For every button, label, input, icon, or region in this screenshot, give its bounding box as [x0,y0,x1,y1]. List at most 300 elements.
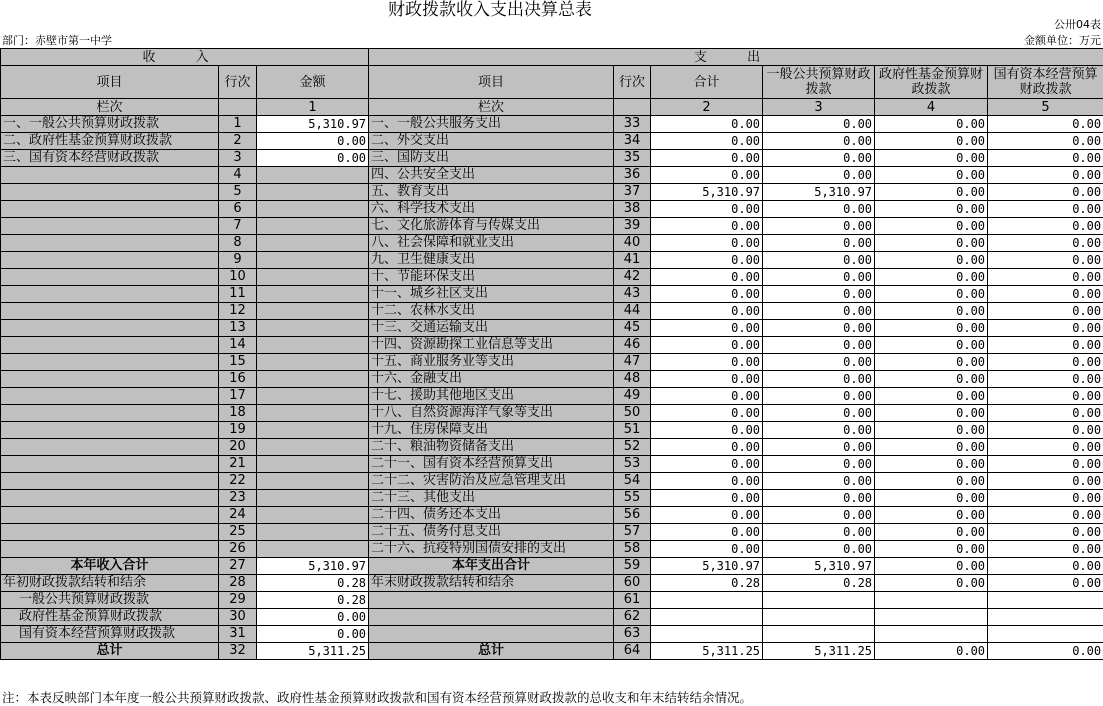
expense-total-line: 59 [614,558,651,575]
expense-item-cell: 十八、自然资源海洋气象等支出 [369,405,614,422]
expense-item-cell: 十四、资源勘探工业信息等支出 [369,337,614,354]
gov-fund-cell: 0.00 [875,507,988,524]
column-index-label: 栏次 [1,99,219,116]
gov-fund-cell: 0.00 [875,133,988,150]
table-row [1,235,1103,252]
general-budget-cell: 0.00 [763,269,875,286]
expense-line-cell: 58 [614,541,651,558]
income-item-cell [1,286,219,303]
expense-line-cell: 33 [614,116,651,133]
expense-item-cell: 二十五、债务付息支出 [369,524,614,541]
income-item-cell [1,490,219,507]
income-amount-cell [257,201,369,218]
expense-total-cell: 0.00 [651,490,763,507]
gov-fund-cell: 0.00 [875,371,988,388]
expense-line-cell: 49 [614,388,651,405]
income-amount-cell [257,337,369,354]
footnote: 注：本表反映部门本年度一般公共预算财政拨款、政府性基金预算财政拨款和国有资本经营预算财政拨款的总收支和年末结转结余情况。 [2,690,753,705]
income-amount-cell [257,286,369,303]
expense-line-cell: 50 [614,405,651,422]
summary-row [1,592,1103,609]
income-line-cell: 24 [219,507,257,524]
general-budget-cell: 0.00 [763,167,875,184]
sub2-out-line: 62 [614,609,651,626]
expense-total-cell: 0.00 [651,354,763,371]
sub2-out-item [369,609,614,626]
expense-item-cell: 十、节能环保支出 [369,269,614,286]
table-row [1,354,1103,371]
table-row [1,371,1103,388]
expense-item-cell: 八、社会保障和就业支出 [369,235,614,252]
state-capital-cell: 0.00 [988,150,1103,167]
income-item-cell [1,303,219,320]
carry-begin-label: 年初财政拨款结转和结余 [1,575,219,592]
expense-total-cell: 0.00 [651,337,763,354]
expense-item-cell: 二十四、债务还本支出 [369,507,614,524]
gov-fund-cell: 0.00 [875,405,988,422]
expense-total-c3: 5,310.97 [763,558,875,575]
carry-end-label: 年末财政拨款结转和结余 [369,575,614,592]
sub1-line: 29 [219,592,257,609]
income-item-cell: 一、一般公共预算财政拨款 [1,116,219,133]
general-budget-cell: 0.00 [763,490,875,507]
expense-line-cell: 45 [614,320,651,337]
grand-total-line-in: 32 [219,643,257,660]
general-budget-cell: 0.00 [763,524,875,541]
expense-line-cell: 43 [614,286,651,303]
expense-total-cell: 0.00 [651,286,763,303]
state-capital-cell: 0.00 [988,507,1103,524]
general-budget-cell: 0.00 [763,371,875,388]
income-amount-cell [257,524,369,541]
general-budget-cell: 0.00 [763,116,875,133]
table-row [1,388,1103,405]
column-index-empty [219,99,257,116]
grand-total-label-in: 总计 [1,643,219,660]
table-row [1,337,1103,354]
income-line-cell: 1 [219,116,257,133]
gov-fund-cell: 0.00 [875,354,988,371]
general-budget-cell: 0.00 [763,218,875,235]
income-item-cell [1,439,219,456]
expense-line-cell: 42 [614,269,651,286]
expense-total-c4: 0.00 [875,558,988,575]
column-index-3: 3 [763,99,875,116]
general-budget-cell: 0.00 [763,133,875,150]
income-item-cell [1,235,219,252]
general-budget-cell: 0.00 [763,456,875,473]
expense-total-cell: 0.00 [651,507,763,524]
state-capital-cell: 0.00 [988,456,1103,473]
expense-line-cell: 55 [614,490,651,507]
column-index-empty [614,99,651,116]
income-total-line: 27 [219,558,257,575]
sub1-out-c4 [875,592,988,609]
income-amount-cell [257,252,369,269]
table-row [1,456,1103,473]
table-row [1,405,1103,422]
general-budget-cell: 0.00 [763,354,875,371]
income-item-cell [1,184,219,201]
gov-fund-cell: 0.00 [875,473,988,490]
income-line-cell: 20 [219,439,257,456]
carry-end-c3: 0.28 [763,575,875,592]
general-budget-cell: 5,310.97 [763,184,875,201]
expense-total-cell: 0.00 [651,201,763,218]
form-code: 公卅04表 [1054,18,1101,31]
income-section-header: 收 入 [1,49,369,66]
expense-total-cell: 0.00 [651,218,763,235]
sub1-out-c5 [988,592,1103,609]
state-capital-cell: 0.00 [988,473,1103,490]
income-amount-cell [257,507,369,524]
income-item-cell [1,473,219,490]
expense-total-cell: 0.00 [651,320,763,337]
table-row [1,524,1103,541]
column-index-2: 2 [651,99,763,116]
income-line-cell: 23 [219,490,257,507]
income-amount-cell: 0.00 [257,133,369,150]
expense-total-cell: 0.00 [651,456,763,473]
expense-line-cell: 35 [614,150,651,167]
income-item-cell [1,507,219,524]
grand-total-c4: 0.00 [875,643,988,660]
gov-fund-cell: 0.00 [875,252,988,269]
state-capital-cell: 0.00 [988,439,1103,456]
table-row [1,439,1103,456]
table-row [1,286,1103,303]
expense-item-cell: 十二、农林水支出 [369,303,614,320]
gov-fund-cell: 0.00 [875,541,988,558]
sub1-label: 一般公共预算财政拨款 [1,592,219,609]
income-amount-cell [257,405,369,422]
expense-total-header: 合计 [651,66,763,99]
expense-item-cell: 十七、援助其他地区支出 [369,388,614,405]
state-capital-cell: 0.00 [988,337,1103,354]
state-capital-cell: 0.00 [988,235,1103,252]
sub1-out-line: 61 [614,592,651,609]
grand-total-label-out: 总计 [369,643,614,660]
income-item-cell [1,456,219,473]
income-amount-cell [257,422,369,439]
income-amount-cell [257,473,369,490]
state-capital-cell: 0.00 [988,490,1103,507]
income-item-cell [1,252,219,269]
state-capital-cell: 0.00 [988,218,1103,235]
sub2-out-c4 [875,609,988,626]
expense-total-cell: 0.00 [651,388,763,405]
income-item-cell [1,541,219,558]
state-capital-cell: 0.00 [988,201,1103,218]
sub1-out-c3 [763,592,875,609]
expense-item-cell: 五、教育支出 [369,184,614,201]
expense-line-cell: 53 [614,456,651,473]
expense-total-cell: 0.00 [651,422,763,439]
table-row [1,320,1103,337]
table-row [1,490,1103,507]
income-item-cell [1,337,219,354]
state-capital-cell: 0.00 [988,252,1103,269]
general-budget-cell: 0.00 [763,422,875,439]
sub3-amount: 0.00 [257,626,369,643]
expense-line-cell: 41 [614,252,651,269]
carry-end-c2: 0.28 [651,575,763,592]
income-line-cell: 16 [219,371,257,388]
gov-fund-cell: 0.00 [875,490,988,507]
income-line-cell: 17 [219,388,257,405]
general-budget-cell: 0.00 [763,473,875,490]
expense-total-cell: 0.00 [651,473,763,490]
sub2-out-c5 [988,609,1103,626]
carry-end-c5: 0.00 [988,575,1103,592]
sub2-out-c3 [763,609,875,626]
state-capital-cell: 0.00 [988,116,1103,133]
grand-total-c3: 5,311.25 [763,643,875,660]
expense-item-cell: 十五、商业服务业等支出 [369,354,614,371]
gov-fund-cell: 0.00 [875,167,988,184]
income-line-cell: 21 [219,456,257,473]
gov-fund-cell: 0.00 [875,184,988,201]
general-budget-cell: 0.00 [763,439,875,456]
income-amount-cell [257,456,369,473]
expense-line-cell: 51 [614,422,651,439]
table-row [1,252,1103,269]
income-item-cell [1,405,219,422]
sub3-out-line: 63 [614,626,651,643]
sub3-out-c2 [651,626,763,643]
table-row [1,150,1103,167]
expense-item-header: 项目 [369,66,614,99]
table-row [1,422,1103,439]
expense-total-c5: 0.00 [988,558,1103,575]
sub3-out-c3 [763,626,875,643]
expense-item-cell: 四、公共安全支出 [369,167,614,184]
expense-item-cell: 二、外交支出 [369,133,614,150]
sub1-out-c2 [651,592,763,609]
income-amount-cell [257,320,369,337]
expense-line-cell: 48 [614,371,651,388]
income-total-label: 本年收入合计 [1,558,219,575]
expense-line-cell: 47 [614,354,651,371]
general-budget-cell: 0.00 [763,201,875,218]
expense-item-cell: 二十一、国有资本经营预算支出 [369,456,614,473]
income-line-cell: 3 [219,150,257,167]
income-amount-cell: 0.00 [257,150,369,167]
expense-line-cell: 36 [614,167,651,184]
column-index-4: 4 [875,99,988,116]
state-capital-cell: 0.00 [988,184,1103,201]
expense-line-cell: 54 [614,473,651,490]
expense-item-cell: 二十、粮油物资储备支出 [369,439,614,456]
income-amount-cell [257,541,369,558]
income-line-header: 行次 [219,66,257,99]
expense-line-cell: 57 [614,524,651,541]
expense-line-cell: 34 [614,133,651,150]
state-capital-cell: 0.00 [988,286,1103,303]
budget-summary-table [0,48,1103,660]
expense-total-cell: 0.00 [651,269,763,286]
gov-fund-cell: 0.00 [875,201,988,218]
sub3-out-c4 [875,626,988,643]
income-amount-cell [257,371,369,388]
expense-total-label: 本年支出合计 [369,558,614,575]
carry-end-line: 60 [614,575,651,592]
expense-total-cell: 0.00 [651,405,763,422]
expense-total-cell: 0.00 [651,439,763,456]
grand-total-line-out: 64 [614,643,651,660]
table-row [1,184,1103,201]
income-item-cell [1,354,219,371]
general-budget-cell: 0.00 [763,303,875,320]
grand-total-c2: 5,311.25 [651,643,763,660]
expense-line-cell: 38 [614,201,651,218]
income-item-cell [1,388,219,405]
carry-begin-amount: 0.28 [257,575,369,592]
gov-fund-cell: 0.00 [875,150,988,167]
gov-fund-cell: 0.00 [875,303,988,320]
sub2-label: 政府性基金预算财政拨款 [1,609,219,626]
grand-total-c5: 0.00 [988,643,1103,660]
gov-fund-cell: 0.00 [875,337,988,354]
sub3-out-item [369,626,614,643]
state-capital-cell: 0.00 [988,133,1103,150]
expense-line-cell: 56 [614,507,651,524]
table-row [1,303,1103,320]
expense-total-cell: 0.00 [651,116,763,133]
income-amount-cell [257,490,369,507]
income-amount-cell [257,439,369,456]
expense-item-cell: 七、文化旅游体育与传媒支出 [369,218,614,235]
expense-section-header: 支 出 [369,49,1103,66]
gov-fund-cell: 0.00 [875,218,988,235]
income-item-cell [1,218,219,235]
income-line-cell: 19 [219,422,257,439]
sub2-out-c2 [651,609,763,626]
expense-item-cell: 三、国防支出 [369,150,614,167]
income-line-cell: 13 [219,320,257,337]
income-amount-cell [257,269,369,286]
expense-item-cell: 十六、金融支出 [369,371,614,388]
expense-total-cell: 0.00 [651,150,763,167]
income-line-cell: 10 [219,269,257,286]
sub3-line: 31 [219,626,257,643]
income-line-cell: 26 [219,541,257,558]
general-budget-cell: 0.00 [763,286,875,303]
state-capital-cell: 0.00 [988,405,1103,422]
table-row [1,269,1103,286]
grand-total-amount-in: 5,311.25 [257,643,369,660]
gov-fund-header: 政府性基金预算财政拨款 [875,66,988,99]
state-capital-cell: 0.00 [988,422,1103,439]
general-budget-cell: 0.00 [763,320,875,337]
state-capital-header: 国有资本经营预算财政拨款 [988,66,1103,99]
sub3-label: 国有资本经营预算财政拨款 [1,626,219,643]
state-capital-cell: 0.00 [988,167,1103,184]
expense-item-cell: 一、一般公共服务支出 [369,116,614,133]
sub1-out-item [369,592,614,609]
expense-item-cell: 十三、交通运输支出 [369,320,614,337]
expense-item-cell: 二十三、其他支出 [369,490,614,507]
income-line-cell: 6 [219,201,257,218]
income-line-cell: 11 [219,286,257,303]
expense-item-cell: 六、科学技术支出 [369,201,614,218]
income-line-cell: 18 [219,405,257,422]
general-budget-cell: 0.00 [763,507,875,524]
table-row [1,116,1103,133]
general-budget-cell: 0.00 [763,388,875,405]
carry-begin-line: 28 [219,575,257,592]
expense-line-header: 行次 [614,66,651,99]
gov-fund-cell: 0.00 [875,524,988,541]
expense-line-cell: 44 [614,303,651,320]
gov-fund-cell: 0.00 [875,388,988,405]
income-amount-cell [257,303,369,320]
income-line-cell: 25 [219,524,257,541]
summary-row [1,609,1103,626]
income-amount-cell [257,218,369,235]
income-line-cell: 7 [219,218,257,235]
income-item-cell [1,201,219,218]
gov-fund-cell: 0.00 [875,116,988,133]
expense-line-cell: 46 [614,337,651,354]
sub2-amount: 0.00 [257,609,369,626]
income-amount-cell: 5,310.97 [257,116,369,133]
amount-unit-label: 金额单位：万元 [1024,34,1101,47]
income-amount-cell [257,235,369,252]
income-item-cell [1,167,219,184]
income-amount-cell [257,388,369,405]
general-budget-cell: 0.00 [763,252,875,269]
income-item-cell [1,371,219,388]
state-capital-cell: 0.00 [988,371,1103,388]
expense-total-cell: 5,310.97 [651,184,763,201]
gov-fund-cell: 0.00 [875,439,988,456]
state-capital-cell: 0.00 [988,388,1103,405]
expense-item-cell: 十一、城乡社区支出 [369,286,614,303]
expense-total-cell: 0.00 [651,235,763,252]
income-item-cell [1,524,219,541]
income-line-cell: 14 [219,337,257,354]
income-total-amount: 5,310.97 [257,558,369,575]
income-item-header: 项目 [1,66,219,99]
state-capital-cell: 0.00 [988,269,1103,286]
expense-line-cell: 39 [614,218,651,235]
table-row [1,473,1103,490]
state-capital-cell: 0.00 [988,541,1103,558]
income-amount-cell [257,184,369,201]
general-budget-cell: 0.00 [763,541,875,558]
expense-total-c2: 5,310.97 [651,558,763,575]
income-item-cell: 三、国有资本经营财政拨款 [1,150,219,167]
column-index-1: 1 [257,99,369,116]
expense-total-cell: 0.00 [651,303,763,320]
gov-fund-cell: 0.00 [875,456,988,473]
gov-fund-cell: 0.00 [875,286,988,303]
sub2-line: 30 [219,609,257,626]
gov-fund-cell: 0.00 [875,422,988,439]
income-line-cell: 22 [219,473,257,490]
table-row [1,133,1103,150]
expense-item-cell: 二十二、灾害防治及应急管理支出 [369,473,614,490]
income-line-cell: 2 [219,133,257,150]
column-index-label: 栏次 [369,99,614,116]
general-budget-header: 一般公共预算财政拨款 [763,66,875,99]
expense-total-cell: 0.00 [651,371,763,388]
general-budget-cell: 0.00 [763,150,875,167]
state-capital-cell: 0.00 [988,320,1103,337]
table-row [1,541,1103,558]
expense-line-cell: 52 [614,439,651,456]
